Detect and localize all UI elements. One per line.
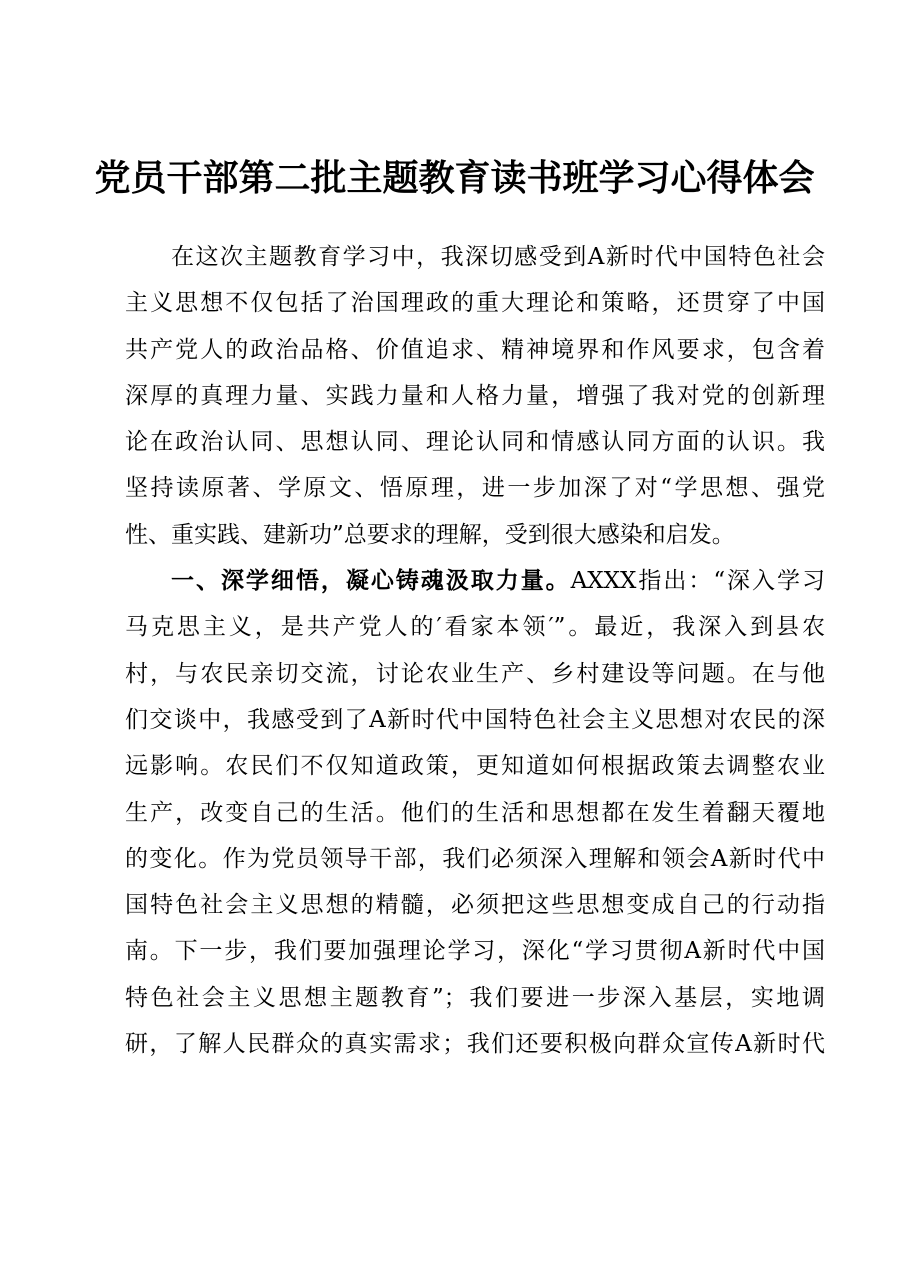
paragraph-line: 深厚的真理力量、实践力量和人格力量，增强了我对党的创新理 — [125, 382, 825, 409]
section-heading: 一、深学细悟，凝心铸魂汲取力量。 — [171, 567, 571, 595]
paragraph-line: 在这次主题教育学习中，我深切感受到A新时代中国特色社会 — [171, 244, 825, 270]
paragraph-line: 坚持读原著、学原文、悟原理，进一步加深了对“学思想、强党 — [125, 475, 825, 502]
paragraph-line: 村，与农民亲切交流，讨论农业生产、乡村建设等问题。在与他 — [125, 660, 825, 687]
document-title: 党员干部第二批主题教育读书班学习心得体会 — [94, 157, 815, 199]
paragraph-line: 生产，改变自己的生活。他们的生活和思想都在发生着翻天覆地 — [125, 799, 825, 826]
paragraph-intro — [125, 234, 825, 558]
paragraph-line: 主义思想不仅包括了治国理政的重大理论和策略，还贯穿了中国 — [125, 290, 825, 317]
paragraph-line: 特色社会主义思想主题教育”；我们要进一步深入基层，实地调 — [125, 984, 825, 1011]
paragraph-line: 国特色社会主义思想的精髓，必须把这些思想变成自己的行动指 — [125, 892, 825, 919]
paragraph-line: 性、重实践、建新功”总要求的理解，受到很大感染和启发。 — [125, 521, 735, 548]
paragraph-line: 研，了解人民群众的真实需求；我们还要积极向群众宣传A新时代 — [125, 1031, 825, 1058]
paragraph-line: 远影响。农民们不仅知道政策，更知道如何根据政策去调整农业 — [125, 753, 825, 780]
paragraph-section-one — [125, 558, 825, 1067]
document-body — [125, 234, 825, 1067]
paragraph-line — [125, 558, 825, 604]
paragraph-line: 们交谈中，我感受到了A新时代中国特色社会主义思想对农民的深 — [125, 706, 825, 733]
paragraph-line: 南。下一步，我们要加强理论学习，深化“学习贯彻A新时代中国 — [125, 938, 825, 965]
paragraph-line: 论在政治认同、思想认同、理论认同和情感认同方面的认识。我 — [125, 429, 825, 456]
section-heading-rest: AXXX指出：“深入学习 — [570, 568, 825, 595]
paragraph-line: 马克思主义，是共产党人的′看家本领′”。最近，我深入到县农 — [125, 614, 825, 641]
paragraph-line: 的变化。作为党员领导干部，我们必须深入理解和领会A新时代中 — [125, 845, 825, 872]
paragraph-line: 共产党人的政治品格、价值追求、精神境界和作风要求，包含着 — [125, 336, 825, 363]
